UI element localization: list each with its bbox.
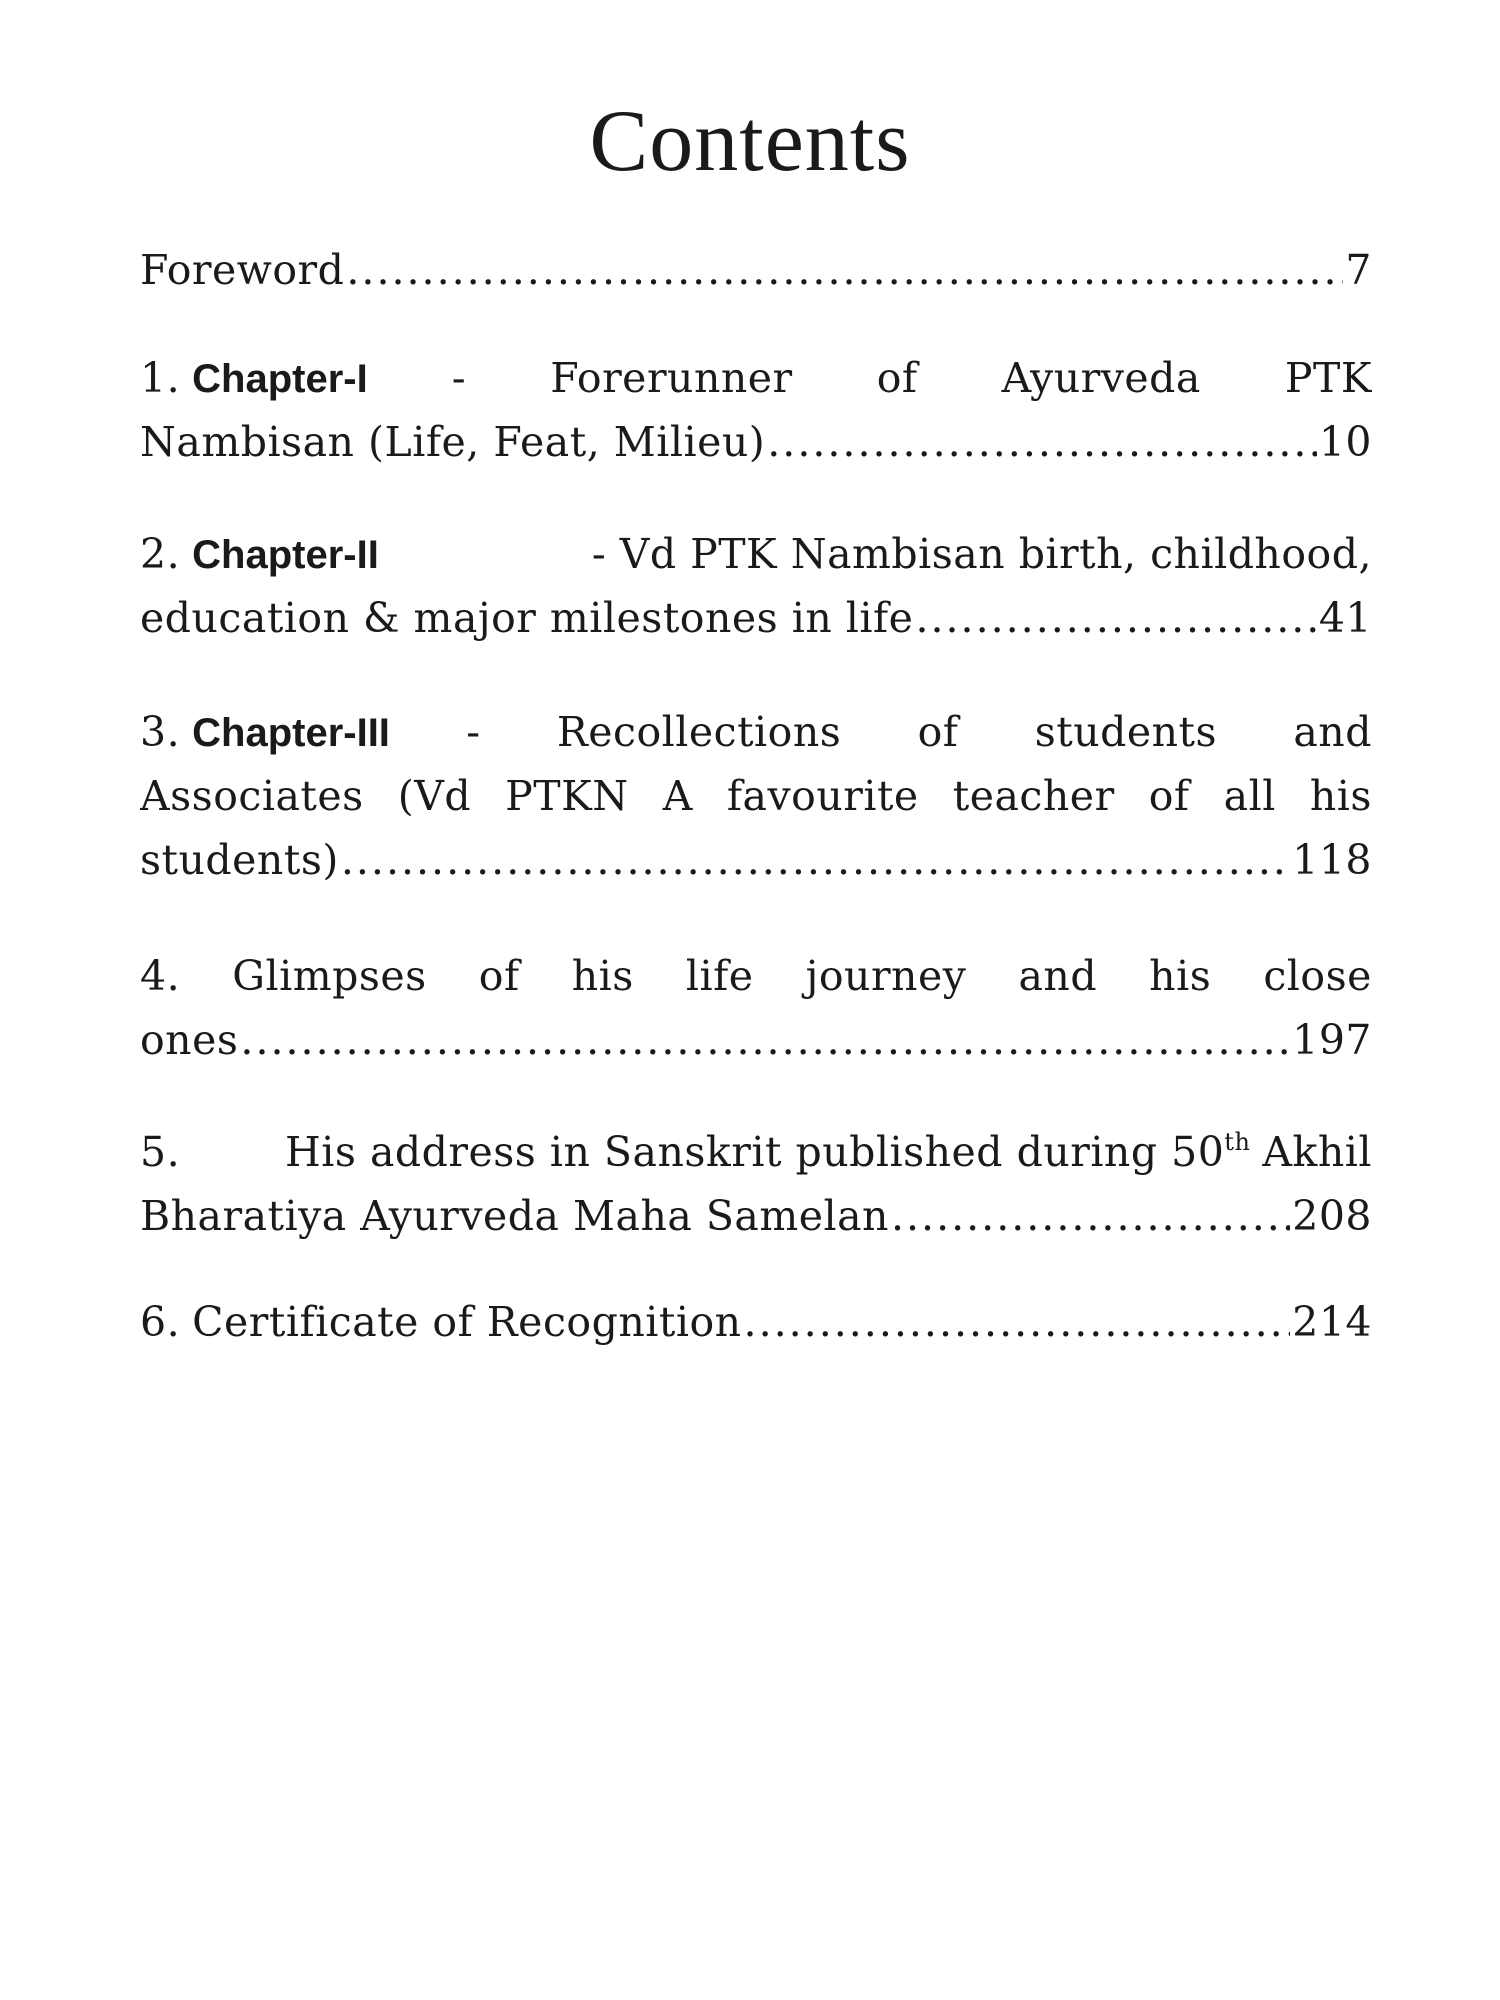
entry-word: of — [917, 708, 959, 756]
entry-word: journey — [805, 952, 967, 1000]
entry-word: Ayurveda — [1001, 354, 1201, 402]
entry-title: Foreword — [140, 246, 345, 294]
page-number: 197 — [1292, 1016, 1372, 1064]
toc-entry-foreword[interactable] — [140, 238, 1372, 302]
toc-line — [140, 944, 1372, 1008]
page-number: 7 — [1345, 246, 1372, 294]
toc-entry-4[interactable] — [140, 944, 1372, 1072]
entry-word: Forerunner — [550, 354, 793, 402]
entry-number: 2. — [140, 530, 181, 578]
entry-word: Associates — [140, 772, 364, 820]
toc-line — [140, 700, 1372, 764]
entry-dash: - — [451, 354, 467, 402]
entry-title: education & major milestones in life — [140, 594, 914, 642]
entry-word: PTKN — [505, 772, 629, 820]
entry-number-chapter — [140, 346, 368, 410]
page-number: 214 — [1292, 1298, 1372, 1346]
page-number: 10 — [1318, 418, 1372, 466]
entry-word: life — [685, 952, 754, 1000]
page-number: 208 — [1292, 1192, 1372, 1240]
leader-dots — [240, 1008, 1290, 1072]
chapter-label: Chapter-III — [192, 711, 390, 755]
toc-line — [140, 346, 1372, 410]
page-title: Contents — [589, 93, 911, 190]
entry-number-chapter — [140, 700, 390, 764]
entry-word: Recollections — [556, 708, 842, 756]
entry-word: and — [1018, 952, 1098, 1000]
toc-line — [140, 1008, 1372, 1072]
leader-dots — [891, 1184, 1290, 1248]
entry-dash: - — [466, 708, 481, 756]
entry-number: 5. — [140, 1128, 181, 1176]
entry-word: (Vd — [397, 772, 472, 820]
entry-number-chapter — [140, 522, 379, 586]
entry-title: Bharatiya Ayurveda Maha Samelan — [140, 1192, 889, 1240]
leader-dots — [767, 410, 1317, 474]
entry-word: PTK — [1284, 354, 1372, 402]
entry-word: A — [662, 772, 693, 820]
toc-entry-6[interactable] — [140, 1290, 1372, 1354]
entry-title: students) — [140, 836, 339, 884]
entry-word: of — [1148, 772, 1190, 820]
toc-entry-chapter-3[interactable] — [140, 700, 1372, 892]
toc-entry-chapter-2[interactable] — [140, 522, 1372, 650]
page-number: 41 — [1318, 594, 1372, 642]
chapter-label: Chapter-I — [192, 357, 368, 401]
entry-title: His address in Sanskrit published during 50 — [285, 1128, 1225, 1176]
entry-word: students — [1034, 708, 1218, 756]
entry-title-with-superscript — [285, 1120, 1372, 1184]
entry-word: his — [1309, 772, 1372, 820]
entry-title: Nambisan (Life, Feat, Milieu) — [140, 418, 766, 466]
entry-title: - Vd PTK Nambisan birth, childhood, — [591, 530, 1372, 578]
toc-line — [140, 828, 1372, 892]
leader-dots — [744, 1290, 1291, 1354]
leader-dots — [915, 586, 1316, 650]
leader-dots — [341, 828, 1290, 892]
entry-number: 3. — [140, 708, 181, 756]
ordinal-superscript: th — [1224, 1128, 1251, 1156]
entry-word: of — [876, 354, 918, 402]
toc-line — [140, 1184, 1372, 1248]
entry-word: his — [571, 952, 634, 1000]
toc-line — [140, 238, 1372, 302]
toc-line — [140, 1290, 1372, 1354]
entry-word: and — [1293, 708, 1372, 756]
entry-number: 6. — [140, 1298, 181, 1346]
entry-word: favourite — [726, 772, 919, 820]
entry-word: all — [1223, 772, 1276, 820]
toc-line — [140, 586, 1372, 650]
chapter-label: Chapter-II — [192, 533, 379, 577]
toc-entry-chapter-1[interactable] — [140, 346, 1372, 474]
entry-word: Akhil — [1262, 1128, 1372, 1176]
entry-word: Glimpses — [232, 952, 427, 1000]
leader-dots — [346, 238, 1343, 302]
entry-word: of — [478, 952, 520, 1000]
toc-line — [140, 522, 1372, 586]
entry-word: teacher — [952, 772, 1115, 820]
toc-line — [140, 1120, 1372, 1184]
entry-title: ones — [140, 1016, 239, 1064]
entry-number: 4. — [140, 952, 181, 1000]
entry-word: close — [1263, 952, 1372, 1000]
page-number: 118 — [1292, 836, 1372, 884]
toc-line — [140, 410, 1372, 474]
entry-number: 1. — [140, 354, 181, 402]
entry-title: Certificate of Recognition — [192, 1298, 742, 1346]
entry-number-title — [140, 1290, 742, 1354]
toc-entry-5[interactable] — [140, 1120, 1372, 1248]
entry-word: his — [1149, 952, 1212, 1000]
toc-line — [140, 764, 1372, 828]
